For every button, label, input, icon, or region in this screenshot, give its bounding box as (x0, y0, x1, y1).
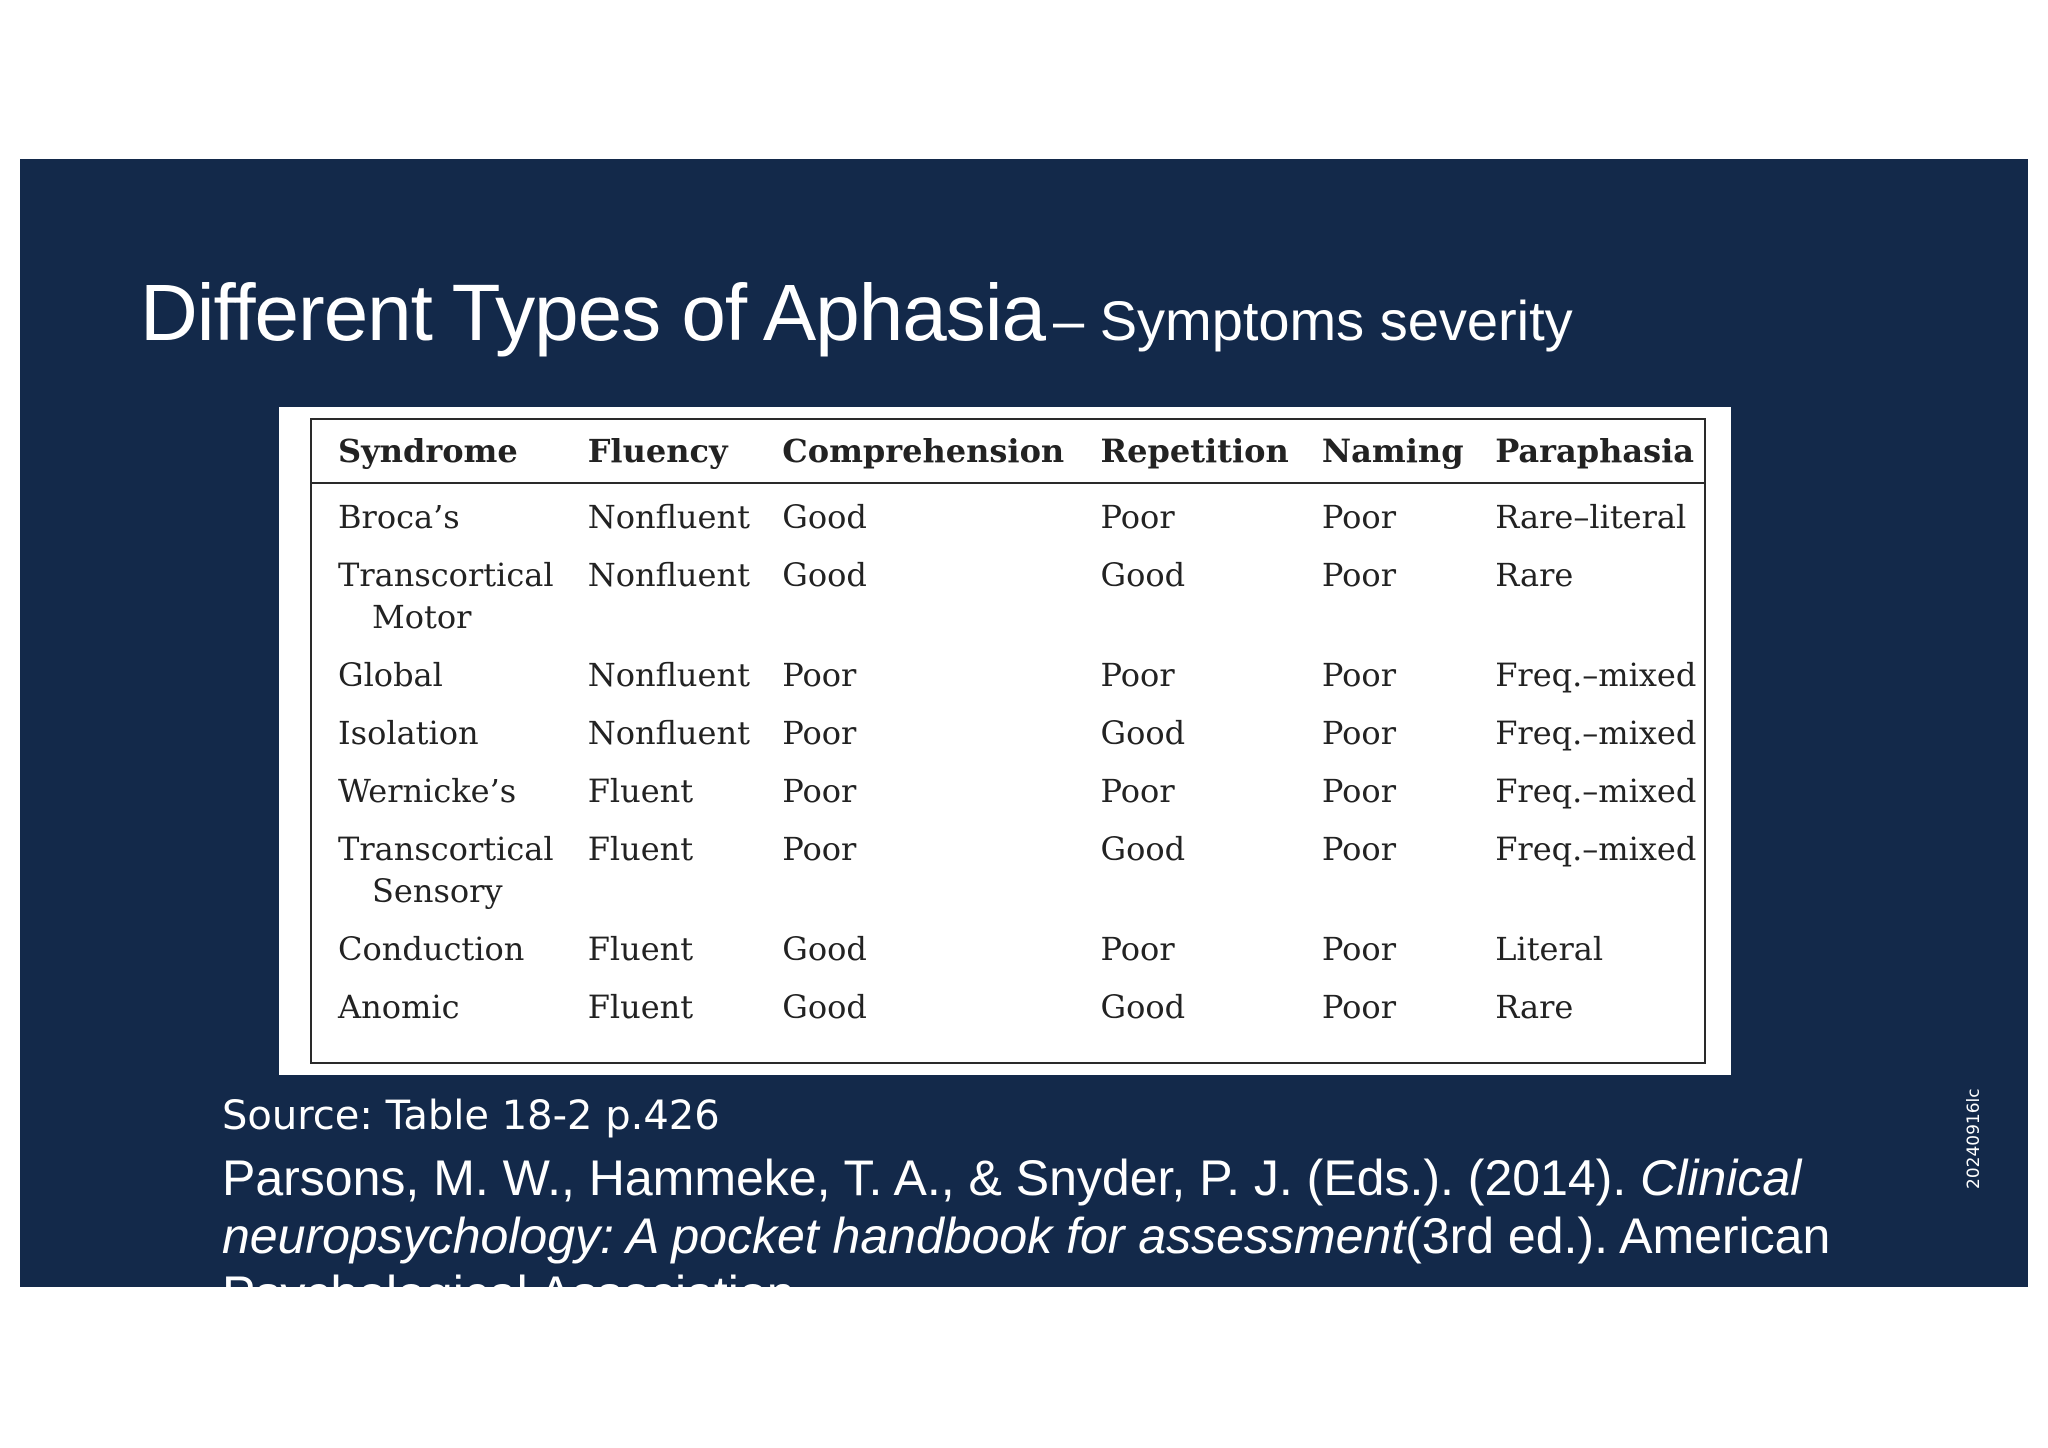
syndrome-name: Wernicke’s (338, 772, 517, 810)
header-paraphasia: Paraphasia (1469, 420, 1704, 483)
header-naming: Naming (1296, 420, 1469, 483)
table-row (312, 546, 1704, 646)
syndrome-name: Isolation (338, 714, 479, 752)
aphasia-table (312, 420, 1704, 1036)
cell-paraphasia: Literal (1495, 930, 1604, 968)
cell-comprehension: Poor (782, 714, 857, 752)
cell-naming: Poor (1321, 656, 1396, 694)
cell-comprehension: Good (782, 930, 867, 968)
table-row (312, 978, 1704, 1036)
table-row (312, 920, 1704, 978)
citation (222, 1149, 1942, 1323)
cell-repetition: Good (1100, 988, 1186, 1026)
cell-syndrome (312, 483, 562, 546)
cell-comprehension: Good (782, 988, 867, 1026)
cell-fluency: Fluent (587, 830, 694, 868)
cell-syndrome (312, 762, 562, 820)
cell-repetition: Poor (1100, 930, 1175, 968)
cell-syndrome (312, 704, 562, 762)
header-comprehension: Comprehension (756, 420, 1074, 483)
cell-paraphasia: Freq.–mixed (1495, 772, 1697, 810)
cell-fluency: Fluent (587, 930, 694, 968)
cell-repetition: Good (1100, 830, 1186, 868)
syndrome-name: Global (338, 656, 443, 694)
cell-fluency: Fluent (587, 772, 694, 810)
cell-syndrome (312, 820, 562, 920)
cell-naming: Poor (1321, 498, 1396, 536)
cell-comprehension: Poor (782, 772, 857, 810)
header-syndrome: Syndrome (312, 420, 562, 483)
table-row (312, 483, 1704, 546)
cell-comprehension: Poor (782, 830, 857, 868)
table-header-row (312, 420, 1704, 483)
cell-repetition: Poor (1100, 498, 1175, 536)
cell-naming: Poor (1321, 772, 1396, 810)
cell-fluency: Nonfluent (587, 556, 750, 594)
cell-syndrome (312, 646, 562, 704)
cell-syndrome (312, 978, 562, 1036)
syndrome-name: Transcortical (338, 556, 554, 594)
cell-paraphasia: Freq.–mixed (1495, 656, 1697, 694)
cell-fluency: Fluent (587, 988, 694, 1026)
title-subtitle: – Symptoms severity (1052, 289, 1573, 352)
cell-naming: Poor (1321, 830, 1396, 868)
aphasia-table-image (279, 407, 1731, 1075)
cell-syndrome (312, 546, 562, 646)
source-line: Source: Table 18-2 p.426 (222, 1093, 720, 1139)
date-stamp: 20240916lc (1964, 1088, 1984, 1189)
syndrome-name: Broca’s (338, 498, 460, 536)
cell-repetition: Good (1100, 714, 1186, 752)
citation-rest: (3rd ed.). American Psychological Association. (222, 1208, 1831, 1322)
cell-repetition: Good (1100, 556, 1186, 594)
syndrome-name: Transcortical (338, 830, 554, 868)
citation-title: Clinical neuropsychology: A pocket handbook for assessment (222, 1150, 1802, 1264)
cell-paraphasia: Rare (1495, 988, 1574, 1026)
cell-naming: Poor (1321, 988, 1396, 1026)
cell-naming: Poor (1321, 930, 1396, 968)
slide (20, 159, 2028, 1322)
table-row (312, 704, 1704, 762)
slide-title (140, 267, 1573, 359)
header-fluency: Fluency (562, 420, 757, 483)
header-repetition: Repetition (1075, 420, 1296, 483)
table-row (312, 762, 1704, 820)
table-row (312, 646, 1704, 704)
cell-paraphasia: Freq.–mixed (1495, 714, 1697, 752)
syndrome-name: Conduction (338, 930, 525, 968)
syndrome-name-continued: Motor (372, 598, 472, 636)
cell-comprehension: Good (782, 498, 867, 536)
syndrome-name-continued: Sensory (372, 872, 503, 910)
cell-comprehension: Poor (782, 656, 857, 694)
cell-naming: Poor (1321, 714, 1396, 752)
title-main: Different Types of Aphasia (140, 268, 1045, 357)
syndrome-name: Anomic (338, 988, 460, 1026)
cell-paraphasia: Freq.–mixed (1495, 830, 1697, 868)
cell-paraphasia: Rare (1495, 556, 1574, 594)
citation-authors: Parsons, M. W., Hammeke, T. A., & Snyder, P. J. (Eds.). (2014). (222, 1150, 1641, 1206)
table-row (312, 820, 1704, 920)
cell-naming: Poor (1321, 556, 1396, 594)
cell-fluency: Nonfluent (587, 498, 750, 536)
cell-fluency: Nonfluent (587, 714, 750, 752)
cell-syndrome (312, 920, 562, 978)
cell-repetition: Poor (1100, 656, 1175, 694)
cell-comprehension: Good (782, 556, 867, 594)
cell-paraphasia: Rare–literal (1495, 498, 1687, 536)
cell-repetition: Poor (1100, 772, 1175, 810)
cell-fluency: Nonfluent (587, 656, 750, 694)
table-frame (310, 418, 1706, 1064)
